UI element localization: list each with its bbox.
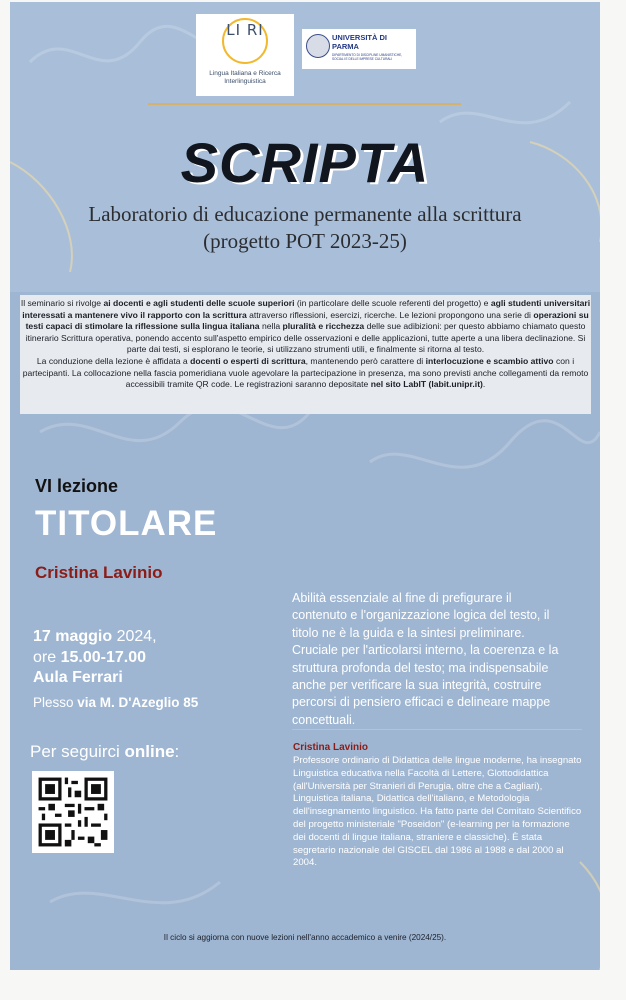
university-logo (302, 29, 416, 69)
subtitle-line-1: Laboratorio di educazione permanente alla scrittura (88, 202, 522, 226)
online-word: online (124, 742, 175, 761)
liri-logo-circle (222, 18, 268, 64)
online-label (30, 742, 179, 762)
intro-paragraph-1 (20, 298, 591, 356)
intro-text: nella (259, 321, 283, 332)
lesson-venue: Aula Ferrari (33, 669, 123, 686)
intro-paragraph-2 (20, 356, 591, 391)
intro-text: (in particolare delle scuole referenti del progetto) e (294, 298, 491, 308)
intro-highlight: ai docenti e agli studenti delle scuole superiori (103, 298, 295, 308)
intro-text: , mantenendo però carattere di (305, 355, 426, 366)
liri-logo (196, 14, 294, 96)
poster-subtitle (10, 201, 600, 255)
bio-name: Cristina Lavinio (293, 742, 369, 753)
intro-link: nel sito LabIT (labit.unipr.it) (370, 379, 483, 390)
lesson-time (33, 647, 157, 668)
intro-highlight: operazioni su testi capaci di stimolare la riflessione sulla lingua italiana (25, 309, 589, 332)
online-prefix: Per seguirci (30, 742, 125, 761)
intro-text: Il seminario si rivolge (20, 298, 104, 308)
intro-highlight: interlocuzione e scambio attivo (425, 355, 554, 366)
event-poster (10, 2, 600, 970)
intro-highlight: pluralità e ricchezza (282, 321, 365, 332)
lesson-date (33, 626, 157, 647)
abstract-divider (292, 729, 582, 730)
intro-text: delle sue adibizioni: per questo abbiamo chiamato questo itinerario Scrittura operativa, ponendo accento sull'aspetto empirico delle osservazioni e delle applicazioni, tutte aperte a una libera declinazione. Si parte dai testi, si esplorano le teorie, si utilizzano strumenti utili, e finalmente si ritorna al testo. (25, 321, 586, 355)
time-prefix: ore (33, 649, 61, 666)
intro-text: . (482, 379, 486, 390)
footer-note: Il ciclo si aggiorna con nuove lezioni nell'anno accademico a venire (2024/25). (163, 933, 447, 942)
liri-logo-caption: Lingua Italiana e Ricerca Interlinguistica (209, 70, 281, 85)
date-day: 17 maggio (33, 628, 113, 645)
university-seal-icon (306, 34, 330, 58)
speaker-bio: Professore ordinario di Didattica delle lingue moderne, ha insegnato Linguistica educativa nella Facoltà di Lettere, Glottodidattica (all'Università per Stranieri di Perugia, oltre che a Cagliari), Linguistica italiana, Didattica dell'italiano, e Metodologia dell'insegnamento linguistico. Ha fatto parte del Comitato Scientifico del progetto ministeriale "Poseidon" (e-learning per la formazione dei docenti di lingue italiana, straniere e classiche). È stata segretario nazionale del GISCEL dal 1986 al 1988 e dal 2000 al 2004. (293, 755, 582, 869)
qr-code-icon[interactable] (32, 771, 114, 853)
intro-box (20, 295, 591, 414)
liri-logo-mark: LI RI (226, 21, 264, 39)
intro-text: La conduzione della lezione è affidata a (36, 355, 191, 366)
address-prefix: Plesso (33, 695, 78, 710)
intro-text: attraverso riflessioni, esercizi, ricerche. Le lezioni propongono una serie di (246, 309, 534, 320)
speaker-name: Cristina Lavinio (35, 563, 163, 582)
intro-highlight: docenti o esperti di scrittura (190, 355, 306, 366)
qr-code-graphic (32, 771, 114, 853)
subtitle-line-2: (progetto POT 2023-25) (203, 229, 407, 253)
address-street: via M. D'Azeglio 85 (77, 695, 199, 710)
header-divider (148, 103, 461, 105)
lesson-title: TITOLARE (35, 504, 218, 543)
lesson-datetime (33, 626, 157, 668)
date-year: 2024, (112, 628, 157, 645)
intro-text: con i partecipanti. La collocazione nella fascia pomeridiana vuole agevolare la partecipazione in presenza, ma sono previsti anche collegamenti da remoto accessibili tramite QR code. Le registrazioni saranno depositate (22, 355, 589, 390)
poster-title: SCRIPTA (180, 131, 430, 194)
university-name: UNIVERSITÀ DI PARMA (332, 33, 388, 51)
online-suffix: : (174, 742, 180, 761)
intro-highlight: agli studenti universitari interessati a mantenere vivo il rapporto con la scrittura (22, 298, 591, 320)
lesson-address (33, 695, 198, 710)
time-range: 15.00-17.00 (60, 649, 146, 666)
lesson-number: VI lezione (35, 476, 119, 496)
university-department: DIPARTIMENTO DI DISCIPLINE UMANISTICHE, SOCIALI E DELLE IMPRESE CULTURALI (332, 53, 403, 61)
lesson-abstract: Abilità essenziale al fine di prefigurare il contenuto e l'organizzazione logica del testo, il titolo ne è la guida e la sintesi preliminare. Cruciale per l'articolarsi interno, la coerenza e la struttura profonda del testo; ma indispensabile anche per verificare la sua integrità, costruire percorsi di pensiero efficaci e delineare mappe concettuali. (292, 591, 559, 727)
